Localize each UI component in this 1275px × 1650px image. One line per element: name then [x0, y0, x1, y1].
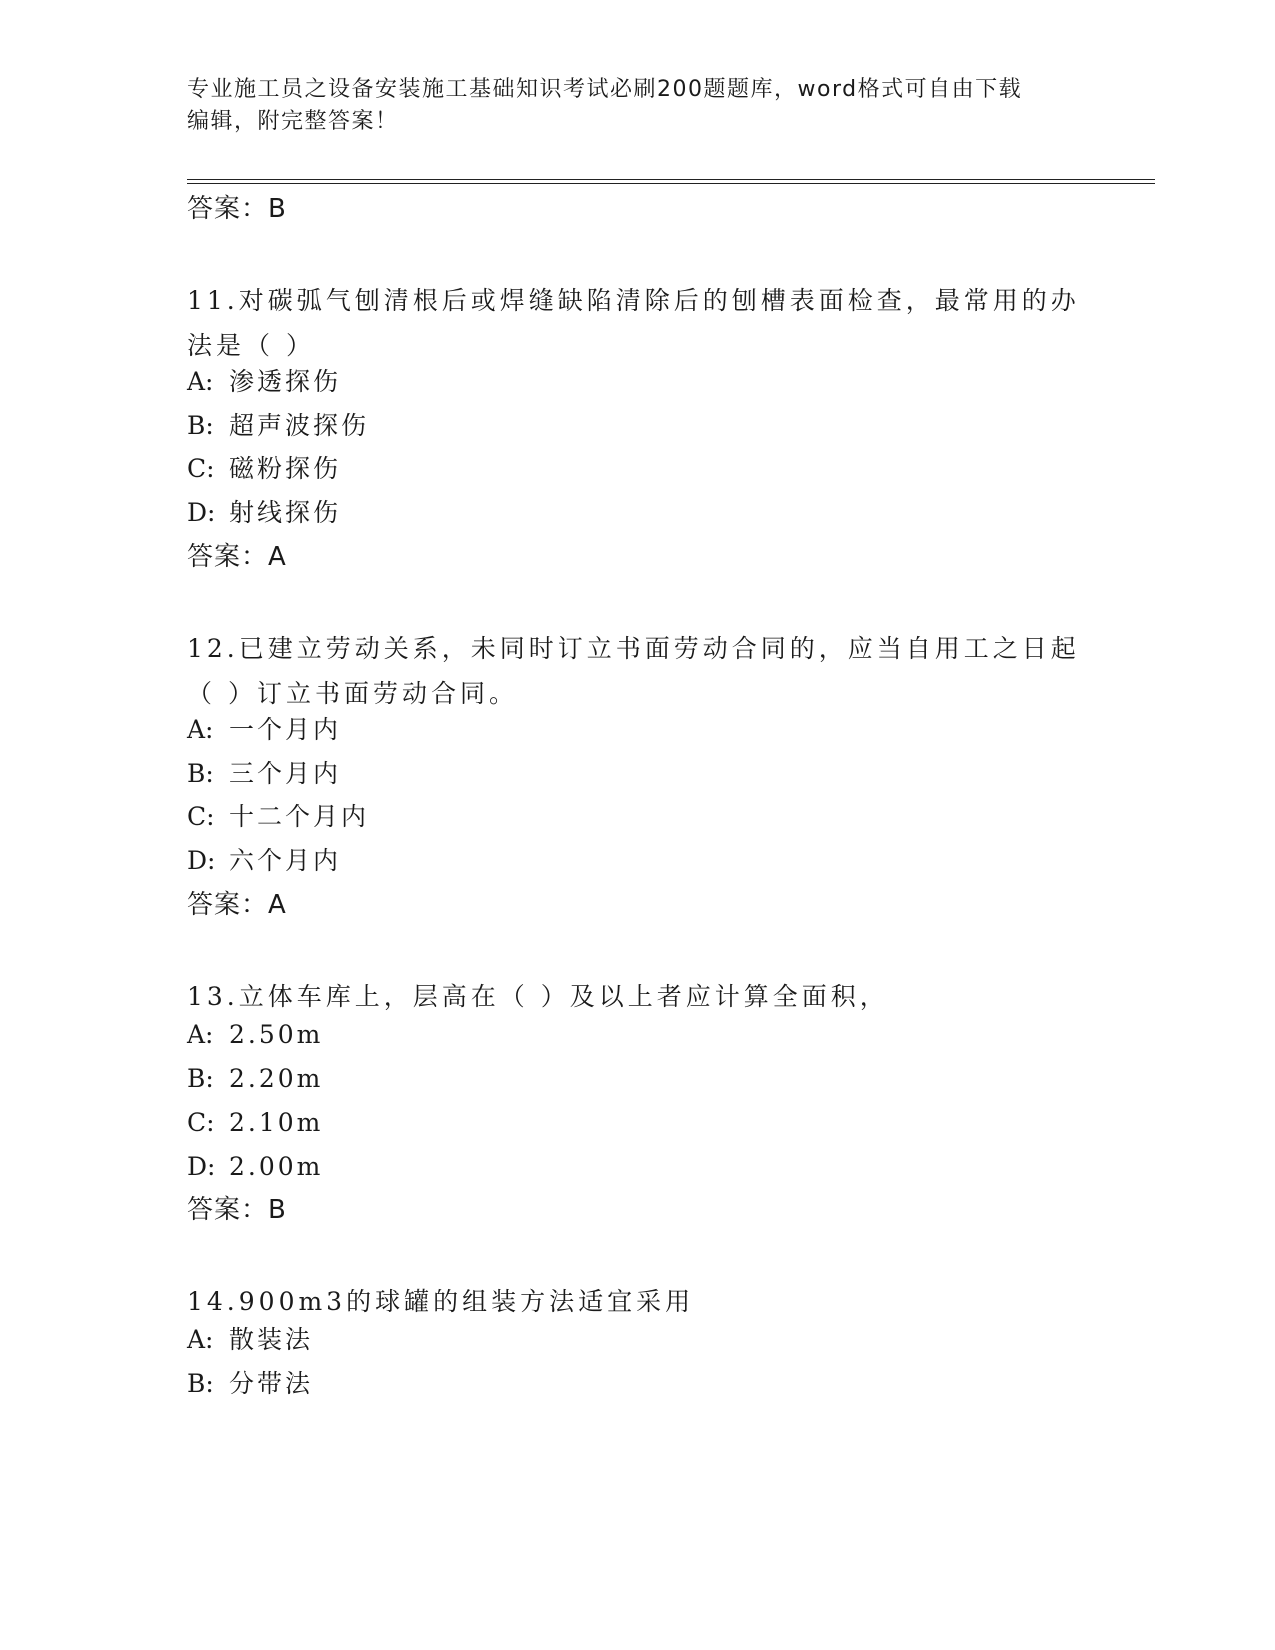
option-text: 渗透探伤 — [229, 367, 342, 396]
option-text: 2.00m — [229, 1152, 324, 1181]
question-13 — [187, 974, 1087, 1019]
option-letter: A: — [187, 1020, 214, 1049]
question-14-option-b — [187, 1367, 313, 1401]
question-14-text-line-1: 14.900m3的球罐的组装方法适宜采用 — [187, 1287, 695, 1316]
question-11-text-line-2: 法是（ ） — [187, 331, 315, 360]
option-letter: A: — [187, 367, 214, 396]
question-11-option-b — [187, 409, 369, 443]
option-letter: C: — [187, 1108, 215, 1137]
document-header — [187, 74, 1077, 138]
option-letter: B: — [187, 1369, 214, 1398]
option-text: 超声波探伤 — [229, 411, 370, 440]
question-13-option-d — [187, 1150, 323, 1184]
header-divider-bottom — [187, 183, 1155, 184]
option-text: 2.50m — [229, 1020, 324, 1049]
option-text: 散装法 — [229, 1325, 314, 1354]
question-12-option-b — [187, 757, 341, 791]
answer-q10: 答案：B — [187, 194, 287, 224]
option-letter: B: — [187, 759, 214, 788]
option-letter: A: — [187, 1325, 214, 1354]
option-letter: A: — [187, 715, 214, 744]
question-12 — [187, 626, 1087, 716]
question-14 — [187, 1279, 1087, 1324]
option-text: 分带法 — [229, 1369, 314, 1398]
question-12-option-d — [187, 844, 341, 878]
question-11 — [187, 278, 1087, 368]
question-12-option-a — [187, 713, 341, 747]
option-text: 三个月内 — [229, 759, 342, 788]
header-line-2: 编辑，附完整答案！ — [187, 109, 399, 134]
option-letter: D: — [187, 498, 216, 527]
option-text: 十二个月内 — [229, 802, 370, 831]
option-text: 一个月内 — [229, 715, 342, 744]
option-text: 2.20m — [229, 1064, 324, 1093]
question-12-text-line-1: 12.已建立劳动关系，未同时订立书面劳动合同的，应当自用工之日起 — [187, 634, 1080, 663]
option-letter: D: — [187, 1152, 216, 1181]
option-text: 六个月内 — [229, 846, 342, 875]
option-letter: C: — [187, 802, 215, 831]
question-11-option-c — [187, 452, 341, 486]
option-text: 2.10m — [229, 1108, 324, 1137]
question-12-option-c — [187, 800, 369, 834]
question-11-option-a — [187, 365, 341, 399]
answer-q13: 答案：B — [187, 1195, 287, 1225]
question-11-option-d — [187, 496, 341, 530]
header-divider-top — [187, 179, 1155, 180]
option-letter: C: — [187, 454, 215, 483]
header-line-1: 专业施工员之设备安装施工基础知识考试必刷200题题库，word格式可自由下载 — [187, 77, 1023, 102]
option-letter: D: — [187, 846, 216, 875]
question-14-option-a — [187, 1323, 313, 1357]
answer-q12: 答案：A — [187, 890, 287, 920]
question-13-option-c — [187, 1106, 323, 1140]
question-13-option-b — [187, 1062, 323, 1096]
question-12-text-line-2: （ ）订立书面劳动合同。 — [187, 679, 518, 708]
option-text: 磁粉探伤 — [229, 454, 342, 483]
option-text: 射线探伤 — [229, 498, 342, 527]
option-letter: B: — [187, 1064, 214, 1093]
option-letter: B: — [187, 411, 214, 440]
question-11-text-line-1: 11.对碳弧气刨清根后或焊缝缺陷清除后的刨槽表面检查，最常用的办 — [187, 286, 1080, 315]
question-13-text-line-1: 13.立体车库上，层高在（ ）及以上者应计算全面积， — [187, 982, 889, 1011]
answer-q11: 答案：A — [187, 542, 287, 572]
question-13-option-a — [187, 1018, 323, 1052]
